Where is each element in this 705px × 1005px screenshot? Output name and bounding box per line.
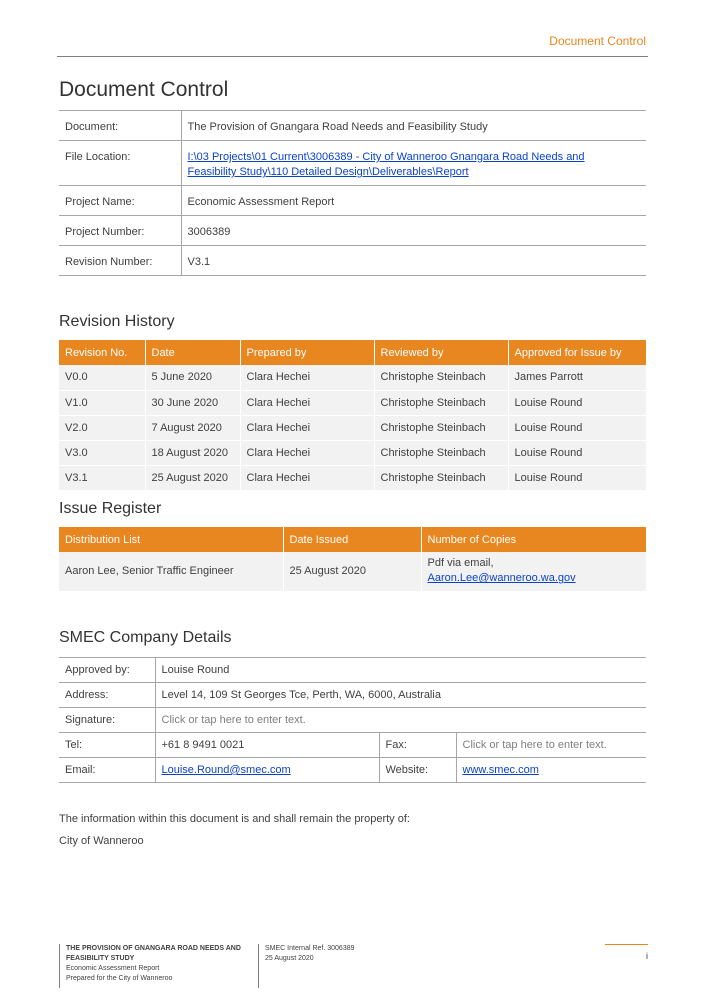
email-link[interactable]: Louise.Round@smec.com	[161, 764, 291, 776]
fax-field[interactable]: Click or tap here to enter text.	[456, 733, 646, 758]
table-cell: Louise Round	[508, 440, 646, 465]
issue-register-table	[59, 527, 646, 592]
table-cell: Louise Round	[508, 390, 646, 415]
table-row	[59, 365, 646, 390]
table-row	[59, 658, 646, 683]
table-row	[59, 733, 646, 758]
revision-number-value: V3.1	[181, 246, 646, 276]
column-header: Prepared by	[240, 340, 374, 365]
footer-reference	[258, 944, 408, 988]
table-row	[59, 111, 646, 141]
table-cell: 25 August 2020	[145, 465, 240, 490]
email-value	[155, 758, 379, 783]
table-row	[59, 390, 646, 415]
table-row	[59, 141, 646, 186]
footer-title-line1: THE PROVISION OF GNANGARA ROAD NEEDS AND	[66, 945, 241, 952]
website-link[interactable]: www.smec.com	[462, 764, 539, 776]
table-row	[59, 552, 646, 591]
document-label: Document:	[59, 111, 181, 141]
project-name-value: Economic Assessment Report	[181, 186, 646, 216]
footer-report-name: Economic Assessment Report	[66, 965, 160, 972]
table-cell: V2.0	[59, 415, 145, 440]
running-header: Document Control	[549, 34, 646, 48]
table-cell: 30 June 2020	[145, 390, 240, 415]
table-row	[59, 415, 646, 440]
page-title: Document Control	[59, 78, 229, 101]
table-row	[59, 440, 646, 465]
column-header: Date	[145, 340, 240, 365]
table-row	[59, 683, 646, 708]
table-row	[59, 708, 646, 733]
revision-number-label: Revision Number:	[59, 246, 181, 276]
fax-label: Fax:	[379, 733, 456, 758]
column-header: Approved for Issue by	[508, 340, 646, 365]
table-cell: V3.0	[59, 440, 145, 465]
table-cell: V3.1	[59, 465, 145, 490]
column-header: Number of Copies	[421, 527, 646, 552]
table-cell: Christophe Steinbach	[374, 390, 508, 415]
table-cell: 18 August 2020	[145, 440, 240, 465]
revision-history-heading: Revision History	[59, 313, 175, 330]
table-cell: 7 August 2020	[145, 415, 240, 440]
project-number-value: 3006389	[181, 216, 646, 246]
table-row	[59, 216, 646, 246]
table-cell: James Parrott	[508, 365, 646, 390]
file-location-value	[181, 141, 646, 186]
table-cell: V0.0	[59, 365, 145, 390]
website-value	[456, 758, 646, 783]
table-header-row	[59, 340, 646, 365]
table-cell: Clara Hechei	[240, 415, 374, 440]
project-number-label: Project Number:	[59, 216, 181, 246]
table-row	[59, 186, 646, 216]
signature-field[interactable]: Click or tap here to enter text.	[155, 708, 646, 733]
address-value: Level 14, 109 St Georges Tce, Perth, WA, 6000, Australia	[155, 683, 646, 708]
document-value: The Provision of Gnangara Road Needs and Feasibility Study	[181, 111, 646, 141]
table-cell: Louise Round	[508, 415, 646, 440]
header-rule	[57, 56, 648, 57]
property-notice: The information within this document is and shall remain the property of:	[59, 813, 410, 825]
table-cell: Clara Hechei	[240, 440, 374, 465]
approved-by-value: Louise Round	[155, 658, 646, 683]
table-cell: Clara Hechei	[240, 465, 374, 490]
table-row	[59, 465, 646, 490]
smec-details-table	[59, 657, 646, 783]
column-header: Date Issued	[283, 527, 421, 552]
footer-internal-ref: SMEC Internal Ref. 3006389	[265, 945, 355, 952]
table-cell: Christophe Steinbach	[374, 465, 508, 490]
column-header: Revision No.	[59, 340, 145, 365]
project-name-label: Project Name:	[59, 186, 181, 216]
table-cell: Louise Round	[508, 465, 646, 490]
recipient-cell: Aaron Lee, Senior Traffic Engineer	[59, 552, 283, 591]
table-cell: Christophe Steinbach	[374, 415, 508, 440]
tel-value: +61 8 9491 0021	[155, 733, 379, 758]
page-footer	[59, 944, 648, 988]
footer-date: 25 August 2020	[265, 955, 314, 962]
tel-label: Tel:	[59, 733, 155, 758]
property-owner: City of Wanneroo	[59, 835, 144, 847]
table-cell: Clara Hechei	[240, 390, 374, 415]
approved-by-label: Approved by:	[59, 658, 155, 683]
recipient-email-link[interactable]: Aaron.Lee@wanneroo.wa.gov	[427, 572, 576, 585]
website-label: Website:	[379, 758, 456, 783]
footer-title-line2: FEASIBILITY STUDY	[66, 955, 135, 962]
page-number: i	[605, 944, 648, 961]
table-header-row	[59, 527, 646, 552]
column-header: Distribution List	[59, 527, 283, 552]
table-cell: 5 June 2020	[145, 365, 240, 390]
column-header: Reviewed by	[374, 340, 508, 365]
table-cell: Christophe Steinbach	[374, 365, 508, 390]
table-cell: V1.0	[59, 390, 145, 415]
copies-cell	[421, 552, 646, 591]
footer-prepared-for: Prepared for the City of Wanneroo	[66, 975, 173, 982]
smec-details-heading: SMEC Company Details	[59, 629, 232, 646]
table-cell: Christophe Steinbach	[374, 440, 508, 465]
table-row	[59, 758, 646, 783]
address-label: Address:	[59, 683, 155, 708]
copies-method: Pdf via email,	[427, 557, 494, 570]
table-cell: Clara Hechei	[240, 365, 374, 390]
issue-register-heading: Issue Register	[59, 500, 162, 517]
file-location-link[interactable]: I:\03 Projects\01 Current\3006389 - City of Wanneroo Gnangara Road Needs and Feasibility Study\110 Detailed Design\Deliverables\Report	[187, 151, 585, 178]
email-label: Email:	[59, 758, 155, 783]
date-issued-cell: 25 August 2020	[283, 552, 421, 591]
file-location-label: File Location:	[59, 141, 181, 186]
revision-history-table	[59, 340, 646, 491]
signature-label: Signature:	[59, 708, 155, 733]
footer-report-info	[59, 944, 258, 988]
table-row	[59, 246, 646, 276]
document-control-table	[59, 110, 646, 276]
